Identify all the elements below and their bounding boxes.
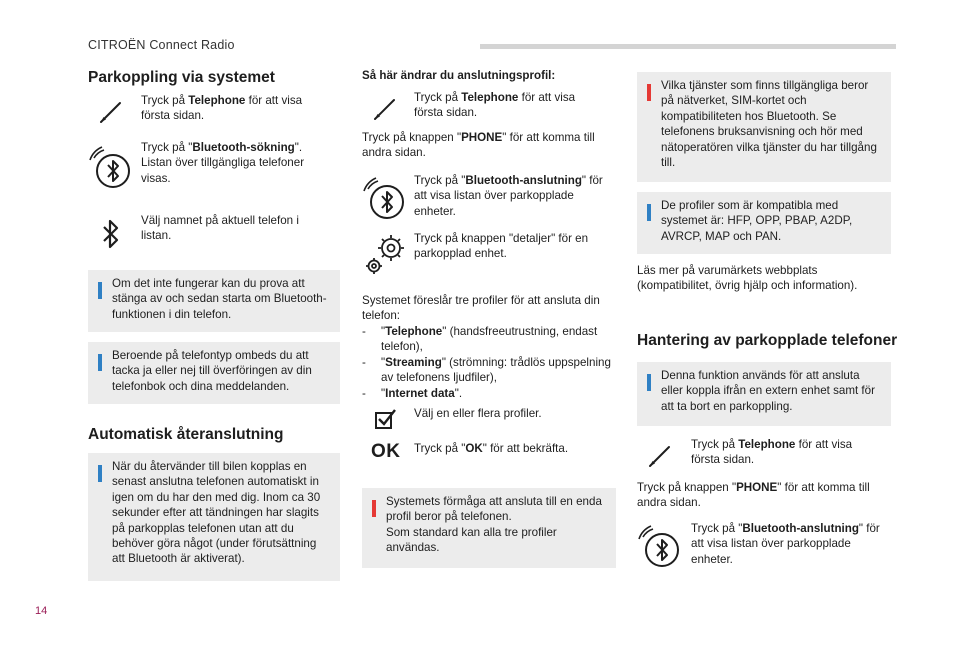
- subheading-change-profile: Så här ändrar du anslutningsprofil:: [362, 69, 556, 82]
- info-note-auto-reconnect: När du återvänder till bilen kopplas en senast anslutna telefonen automatiskt in igen om du har den med dig. Inom ca 30 sekunder efter att tändningen har slagits på parkopplas telefonen utan att du behöver göra något (under förutsättning att Bluetooth är aktiverat).: [88, 453, 340, 581]
- bluetooth-search-icon: [362, 177, 406, 225]
- list-item: - "Streaming" (strömning: trådlös uppspelning av telefonens ljudfiler),: [362, 355, 611, 385]
- page-number: 14: [35, 605, 48, 617]
- warning-icon: [372, 500, 376, 517]
- ok-icon: OK: [371, 441, 401, 462]
- info-icon: [98, 354, 102, 371]
- bluetooth-search-icon: [88, 146, 132, 194]
- paragraph-profiles-intro: Systemet föreslår tre profiler för att ansluta din telefon:: [362, 294, 600, 323]
- checkbox-icon: [374, 408, 398, 434]
- info-icon: [98, 282, 102, 299]
- info-note-restart-bluetooth: Om det inte fungerar kan du prova att stänga av och sedan starta om Bluetooth-funktionen i din telefon.: [88, 270, 340, 332]
- list-item: - "Internet data".: [362, 386, 463, 400]
- bluetooth-icon: [98, 219, 124, 253]
- info-icon: [98, 465, 102, 482]
- section-heading-manage-paired: Hantering av parkopplade telefoner: [637, 332, 898, 349]
- info-note-connect-disconnect: Denna funktion används för att ansluta eller koppla ifrån en extern enhet samt för att ta bort en parkoppling.: [637, 362, 891, 426]
- warning-icon: [647, 84, 651, 101]
- section-heading-pairing: Parkoppling via systemet: [88, 69, 275, 86]
- bluetooth-search-icon: [637, 525, 681, 573]
- list-item: - "Telephone" (handsfreeutrustning, endast telefon),: [362, 325, 598, 354]
- pen-icon: [647, 443, 673, 473]
- header-divider: [480, 44, 896, 49]
- paragraph-phone-button: Tryck på knappen "PHONE" för att komma till andra sidan.: [362, 131, 595, 160]
- info-icon: [647, 204, 651, 221]
- section-heading-auto-reconnect: Automatisk återanslutning: [88, 426, 284, 443]
- warning-note-profiles: Systemets förmåga att ansluta till en enda profil beror på telefonen. Som standard kan alla tre profiler användas.: [362, 488, 616, 568]
- gear-icon: [364, 231, 408, 281]
- paragraph-website: Läs mer på varumärkets webbplats (kompatibilitet, övrig hjälp och information).: [637, 264, 858, 293]
- pen-icon: [372, 96, 398, 126]
- profile-list: [362, 324, 616, 401]
- info-icon: [647, 374, 651, 391]
- pen-icon: [98, 99, 124, 129]
- header-title: CITROËN Connect Radio: [88, 38, 235, 52]
- warning-note-services: Vilka tjänster som finns tillgängliga beror på nätverket, SIM-kortet och kompatibiliteten hos Bluetooth. Se telefonens bruksanvisning och hör med nätoperatören vilka tjänster du har tillgång till.: [637, 72, 891, 182]
- info-note-phonebook: Beroende på telefontyp ombeds du att tacka ja eller nej till överföringen av din telefonbok och dina meddelanden.: [88, 342, 340, 404]
- info-note-compatible-profiles: De profiler som är kompatibla med systemet är: HFP, OPP, PBAP, A2DP, AVRCP, MAP och PAN.: [637, 192, 891, 254]
- paragraph-phone-button: Tryck på knappen "PHONE" för att komma till andra sidan.: [637, 481, 870, 510]
